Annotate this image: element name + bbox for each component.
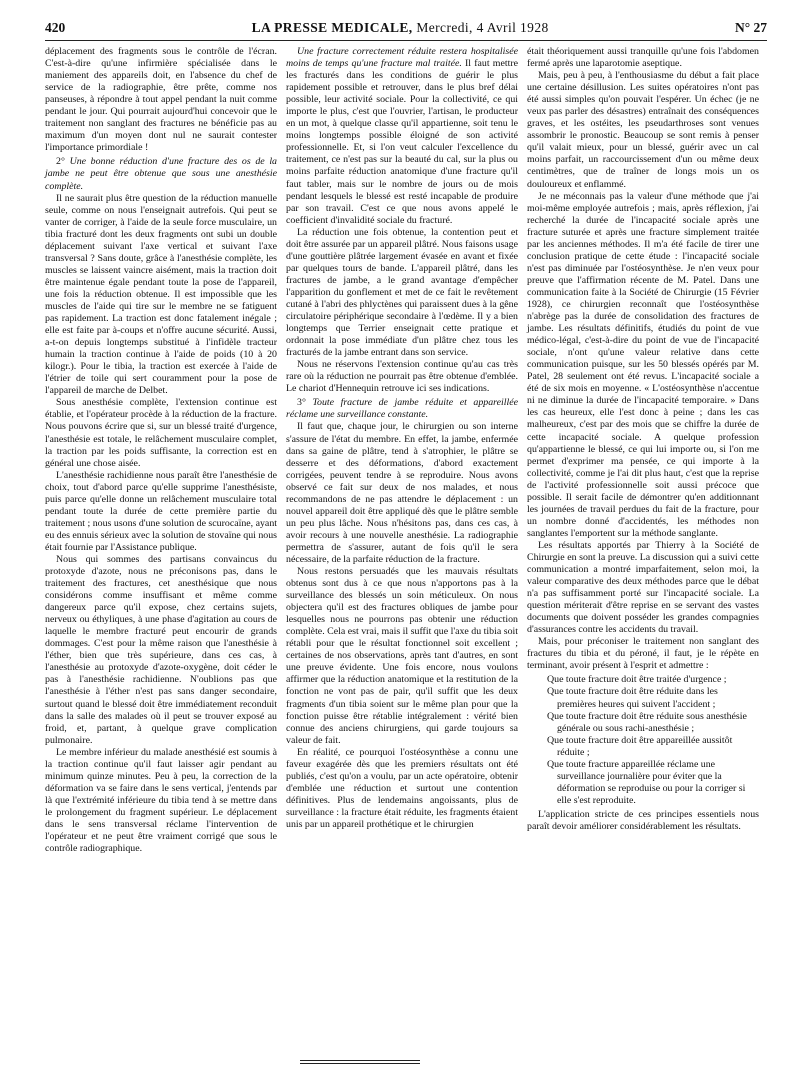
page-number: 420 xyxy=(45,20,66,35)
end-rule xyxy=(300,1063,420,1064)
paragraph: était théoriquement aussi tranquille qu'une fois l'abdomen fermé après une laparotomie aseptique. xyxy=(527,46,759,70)
paragraph: Sous anesthésie complète, l'extension continue est établie, et l'opérateur procède à la réduction de la fracture. Nous pouvons écrire que si, sur un blessé traité d'urgence, l'anesthésie est totale, le relâchement musculaire complet, la traction par les poids suffisante, la correction est en général une chose aisée. xyxy=(45,397,277,469)
paragraph: Il faut que, chaque jour, le chirurgien ou son interne s'assure de l'état du membre. En effet, la jambe, enfermée dans sa gaine de plâtre, tend à s'atrophier, le plâtre se desserre et des déformations, d'abord exactement corrigées, peuvent tendre à se reproduire. Nous avons observé ce fait sur deux de nos malades, et nous recommandons de ne pas attendre le déplacement : un nouvel appareil doit être appliqué dès que le plâtre semble un peu plus lâche. Nous n'hésitons pas, dans ces cas, à avoir recours à une nouvelle anesthésie. La radiographie permettra de s'assurer, autant de fois qu'il le sera nécessaire, de la parfaite réduction de la fracture. xyxy=(286,421,518,565)
paragraph: Nous restons persuadés que les mauvais résultats obtenus sont dus à ce que nous n'apportons pas à la surveillance des blessés un soin méticuleux. On nous objectera qu'il est des fractures obliques de jambe pour lesquelles nous ne pourrons pas obtenir une réduction complète. Cela est vrai, mais il suffit que l'axe du tibia soit rétabli pour que le résultat fonctionnel soit excellent ; certaines de nos observations, après tant d'autres, en sont une preuve évidente. Une fois encore, nous voulons affirmer que la réduction anatomique et la restitution de la fonction ne vont pas de pair, qu'il suffit que les deux fragments d'un tibia soient sur le même plan pour que la fonction puisse être rétablie intégralement : vérité bien connue des anciens chirurgiens, qui garde toujours sa valeur de fait. xyxy=(286,566,518,746)
paragraph: Il ne saurait plus être question de la réduction manuelle seule, comme on nous l'enseignait autrefois. Qui peut se vanter de corriger, à l'aide de la seule force musculaire, un tibia fracturé dont les deux fragments ont subi un double déplacement suivant l'axe vertical et suivant l'axe transversal ? Sans doute, grâce à l'anesthésie complète, les muscles se laissent vaincre aisément, mais la traction doit être maintenue égale pendant toute la pose de l'appareil, une fois la réduction obtenue. Il est impossible que les muscles de l'aide qui tire sur le membre ne se fatiguent pas rapidement. La traction est donc fatalement inégale ; elle est faite par à-coups et n'offre aucune sécurité. Aussi, a-t-on depuis longtemps substitué à l'infidèle tracteur humain la traction continue à l'aide de poids (10 à 20 kilogr.). Pour le tibia, la traction est exercée à l'aide de l'étrier de toile qui sert couramment pour la pose de l'appareil de marche de Delbet. xyxy=(45,192,277,397)
column-1 xyxy=(45,46,277,855)
list-item: Que toute fracture doit être traitée d'urgence ; xyxy=(547,674,727,686)
paragraph: Nous qui sommes des partisans convaincus du protoxyde d'azote, nous ne préconisons pas, dans le traitement des fractures, cet anesthésique que nous considérons comme insuffisant et même comme dangereux parce qu'il expose, chez certains sujets, nerveux ou éthyliques, à une phase d'agitation au cours de laquelle le membre fracturé peut encourir de grands dommages. C'est pour la même raison que l'anesthésie à l'éther, bien que très supérieure, dans ces cas, à l'anesthésie au protoxyde d'azote-oxygène, doit céder le pas à l'anesthésie rachidienne. N'oublions pas que l'anesthésie à l'éther n'est pas sans danger secondaire, surtout quand le blessé doit être immédiatement reconduit dans la salle des malades où il peut se trouver exposé au froid, et, partant, à quelque grave complication pulmonaire. xyxy=(45,553,277,746)
section-number: 2° xyxy=(56,156,65,168)
end-rule xyxy=(300,1060,420,1061)
section-title: Toute fracture de jambe réduite et appareillée réclame une surveillance constante. xyxy=(286,397,518,421)
page-header xyxy=(45,20,767,41)
paragraph: En réalité, ce pourquoi l'ostéosynthèse a connu une faveur exagérée dès que les premiers résultats ont été publiés, c'est qu'on a voulu, par un acte opératoire, obtenir d'emblée une réduction et surtout une contention définitives. Plus de lendemains angoissants, plus de surveillance : la fracture était réduite, les fragments étaient unis par un appareil prothétique et le chirurgien xyxy=(286,746,518,830)
paragraph: L'anesthésie rachidienne nous paraît être l'anesthésie de choix, tout d'abord parce qu'elle supprime l'anesthésiste, puis parce qu'elle donne un relâchement musculaire total pendant toute la durée de cette première partie du traitement ; nous usons d'une solution de scurocaïne, ayant eu des ennuis sérieux avec la solution de stovaïne qui nous était fournie par l'Assistance publique. xyxy=(45,469,278,553)
paragraph: Mais, peu à peu, à l'enthousiasme du début a fait place une certaine désillusion. Les suites opératoires n'ont pas été aussi simples qu'on pouvait l'espérer. Un échec (je ne veux pas parler des désastres) entraînait des conséquences graves, et les ostéites, les pseudarthroses sont venues assombrir le pronostic. Beaucoup se sont remis à penser qu'il valait mieux, pour un blessé, guérir avec un cal moins parfait, un raccourcissement d'un ou même deux centimètres, que de traîner de longs mois un os douloureux et enflammé. xyxy=(527,70,759,190)
section-heading-3 xyxy=(286,397,518,421)
principles-list xyxy=(527,674,759,807)
column-2 xyxy=(286,46,518,855)
issue-date: Mercredi, 4 Avril 1928 xyxy=(416,20,549,35)
issue-number: N° 27 xyxy=(734,20,767,35)
paragraph: Je ne méconnais pas la valeur d'une méthode que j'ai moi-même employée autrefois ; mais, après réflexion, j'ai recherché la durée de l'incapacité sociale après une fracture suturée et après une fracture simplement traitée par les anciennes méthodes. Il m'a été facile de tirer une conclusion pratique de cette étude : l'incapacité sociale n'est pas diminuée par l'ostéosynthèse. Je n'en veux pour preuve que l'affirmation récente de M. Patel. Dans une communication faite à la Société de Chirurgie (15 Février 1928), ce chirurgien reconnaît que l'ostéosynthèse n'abrège pas la durée de consolidation des fractures de jambe. Les résultats définitifs, étudiés du point de vue médico-légal, c'est-à-dire du point de vue de l'incapacité sociale, n'ont qu'une valeur relative dans cette communication puisque, sur les 50 blessés opérés par M. Patel, 28 seulement ont été revus. L'incapacité sociale a été de six mois en moyenne. « L'ostéosynthèse n'accentue ni ne diminue la durée de l'incapacité temporaire. » Dans les cas heureux, elle l'est donc à peine ; dans les cas malheureux, c'est par des mois que se chiffre la durée de cette incapacité sociale. A quelque profession qu'appartienne le blessé, ce qui lui importe ou, si l'on me permet d'exprimer ma pensée, ce qui importe à la collectivité, comme je l'ai dit plus haut, c'est que la reprise de l'activité professionnelle soit aussi précoce que possible. Il serait facile de démontrer qu'en additionnant les journées de travail perdues du fait de la fracture, pour un nombre donné d'accidentés, les méthodes non sanglantes l'emportent sur la méthode sanglante. xyxy=(527,190,759,539)
paragraph: déplacement des fragments sous le contrôle de l'écran. C'est-à-dire qu'une infirmière spécialisée dans le maniement des appareils doit, en l'absence du chef de service de la radiographie, être prête, comme nos panseuses, à répondre à tout appel pendant la nuit comme pendant le jour. Qui pourrait aujourd'hui concevoir que le traitement non sanglant des fractures ne bénéficie pas au maximum d'un moyen dont nul ne saurait contester l'importance primordiale ! xyxy=(45,46,277,154)
intro-emphasis: Une fracture correctement réduite restera hospitalisée moins de temps qu'une fracture mal traitée. xyxy=(286,46,518,70)
paragraph: La réduction une fois obtenue, la contention peut et doit être assurée par un appareil plâtré. Nous faisons usage d'une gouttière plâtrée largement évasée en avant et fixée par quelques tours de bande. L'appareil plâtré, dans les fractures de jambe, a le grand avantage d'empêcher l'apparition du gonflement et met de ce fait le revêtement cutané à l'abri des phlyctènes qui paraissent dues à la gêne circulatoire périphérique secondaire à l'œdème. Il y a bien longtemps que Terrier enseignait cette pratique et ordonnait la pose immédiate d'un plâtre chez tous les fracturés de la jambe entrant dans son service. xyxy=(286,226,518,359)
paragraph: Une fracture correctement réduite restera hospitalisée moins de temps qu'une fracture mal traitée. Il faut mettre les fracturés dans les conditions de guérir le plus rapidement possible et retrouver, dans le plus bref délai possible, leur activité sociale. Pour la collectivité, ce qui importe le plus, c'est que l'ouvrier, l'artisan, le producteur en un mot, à quelque classe qu'il appartienne, soit tenu le moins longtemps possible éloigné de son activité professionnelle. Et, si l'on veut calculer l'excellence du traitement, ce n'est pas sur la beauté du cal, sur la plus ou moins parfaite réduction anatomique d'une fracture qu'il faut tabler, mais sur le nombre de jours ou de mois pendant lesquels le blessé est resté incapable de produire par son travail. C'est ce que nous avons appelé le coefficient d'invalidité sociale du fracturé. xyxy=(286,46,518,226)
journal-title xyxy=(252,20,549,36)
list-item: Que toute fracture appareillée réclame une surveillance journalière pour éviter que la déformation se reproduise ou pour la corriger si elle s'est reproduite. xyxy=(547,758,746,806)
paragraph: Nous ne réservons l'extension continue qu'au cas très rare où la réduction ne pourrait pas être obtenue d'emblée. Le chariot d'Hennequin retrouve ici ses indications. xyxy=(286,359,518,395)
section-title: Une bonne réduction d'une fracture des os de la jambe ne peut être obtenue que sous une anesthésie complète. xyxy=(45,156,277,192)
paragraph: Les résultats apportés par Thierry à la Société de Chirurgie en sont la preuve. La discussion qui a suivi cette communication a montré imparfaitement, selon moi, la valeur comparative des deux méthodes parce que le débat n'a pas suffisamment porté sur l'incapacité sociale. La question mériterait d'être reprise en se servant des vastes documents que doivent posséder les grandes compagnies d'assurances contre les accidents du travail. xyxy=(527,539,759,636)
list-item: Que toute fracture doit être réduite dans les premières heures qui suivent l'accident ; xyxy=(547,686,718,710)
list-item: Que toute fracture doit être réduite sous anesthésie générale ou sous rachi-anesthésie ; xyxy=(547,710,747,734)
section-number: 3° xyxy=(297,397,306,409)
journal-name: LA PRESSE MEDICALE, xyxy=(251,20,413,35)
column-3 xyxy=(527,46,759,855)
article-columns xyxy=(45,46,767,855)
list-item: Que toute fracture doit être appareillée aussitôt réduite ; xyxy=(547,734,733,758)
section-heading-2 xyxy=(45,156,277,192)
paragraph: Mais, pour préconiser le traitement non sanglant des fractures du tibia et du péroné, il faut, je le répète en terminant, avoir présent à l'esprit et admettre : xyxy=(527,636,759,672)
paragraph: L'application stricte de ces principes essentiels nous paraît devoir améliorer considérablement les résultats. xyxy=(527,808,759,832)
paragraph: Le membre inférieur du malade anesthésié est soumis à la traction continue qu'il faut laisser agir pendant au minimum quinze minutes. Peu à peu, la correction de la déformation va se faire dans le sens vertical, j'entends par là que l'extrémité inférieure du tibia tend à se mettre dans le prolongement du fragment supérieur. Le déplacement dans le sens transversal réclame l'intervention de l'opérateur et ne peut être vraiment corrigé que sous le contrôle radiographique. xyxy=(45,746,277,855)
